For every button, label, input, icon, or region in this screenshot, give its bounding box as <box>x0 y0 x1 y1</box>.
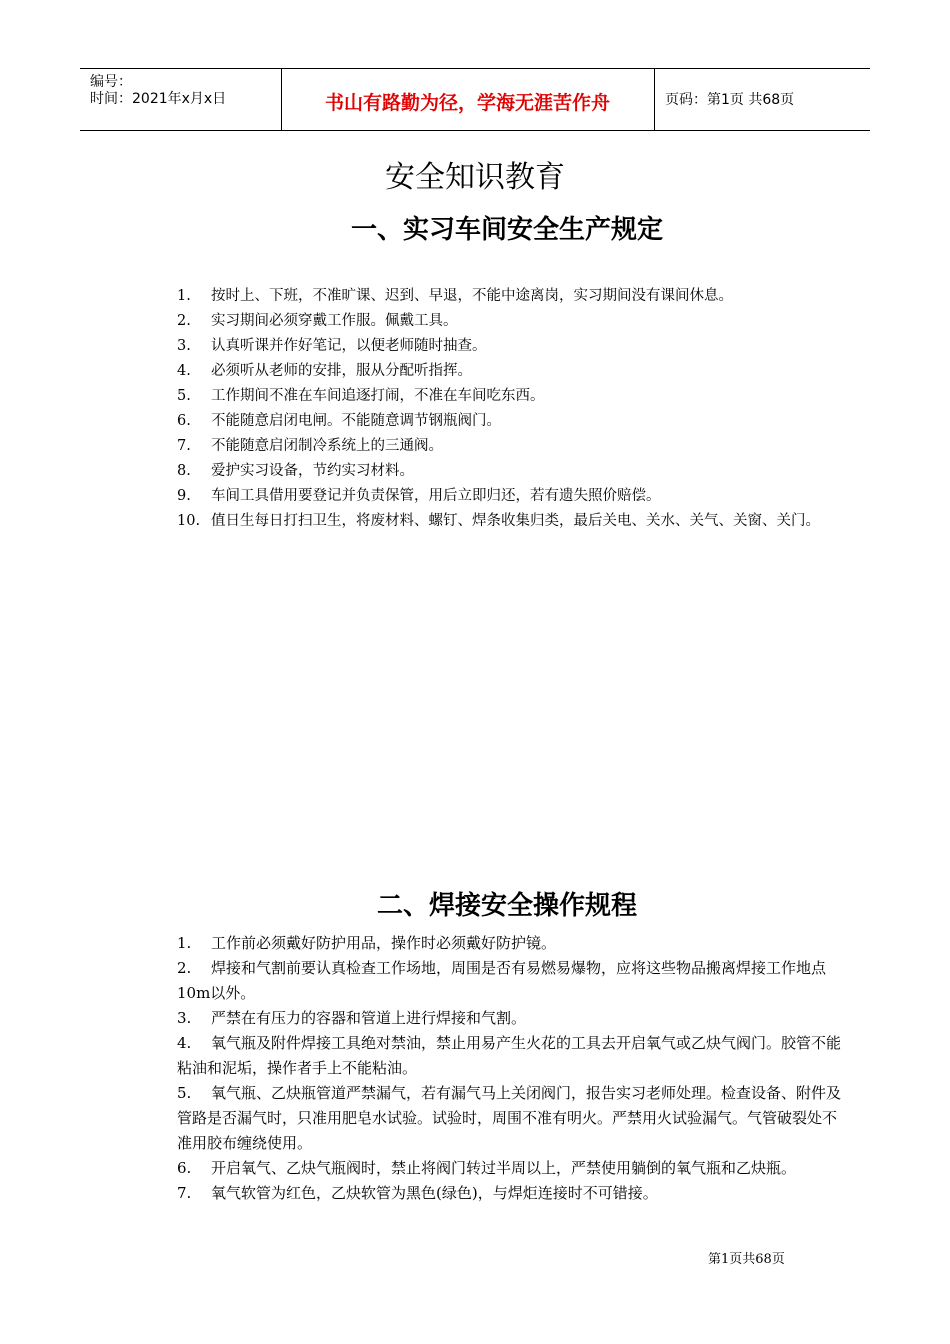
item-number: 2. <box>177 313 191 329</box>
list-item <box>177 384 849 409</box>
list-item <box>177 434 849 459</box>
item-text: 氧气瓶、乙炔瓶管道严禁漏气，若有漏气马上关闭阀门，报告实习老师处理。检查设备、附件及管路是否漏气时，只准用肥皂水试验。试验时，周围不准有明火。严禁用火试验漏气。气管破裂处不准用胶布缠绕使用。 <box>177 1084 842 1152</box>
item-text: 实习期间必须穿戴工作服。佩戴工具。 <box>211 313 458 329</box>
list-item <box>177 1006 849 1031</box>
list-item <box>177 1081 849 1156</box>
item-text: 按时上、下班，不准旷课、迟到、早退，不能中途离岗，实习期间没有课间休息。 <box>211 288 733 304</box>
item-number: 10. <box>177 513 201 529</box>
item-text: 严禁在有压力的容器和管道上进行焊接和气割。 <box>211 1009 527 1027</box>
list-item <box>177 1156 849 1181</box>
document-title: 安全知识教育 <box>385 160 565 195</box>
item-number: 7. <box>177 438 191 454</box>
item-text: 开启氧气、乙炔气瓶阀时，禁止将阀门转过半周以上，严禁使用躺倒的氧气瓶和乙炔瓶。 <box>211 1159 797 1177</box>
page-footer: 第1页共68页 <box>708 1252 785 1267</box>
item-number: 6. <box>177 413 191 429</box>
list-item <box>177 1181 849 1206</box>
list-item <box>177 359 849 384</box>
header-page-cell <box>655 69 870 130</box>
item-text: 氧气软管为红色，乙炔软管为黑色(绿色)，与焊炬连接时不可错接。 <box>211 1184 658 1202</box>
item-text: 工作前必须戴好防护用品，操作时必须戴好防护镜。 <box>211 934 557 952</box>
list-item <box>177 509 849 534</box>
item-text: 焊接和气割前要认真检查工作场地，周围是否有易燃易爆物，应将这些物品搬离焊接工作地点10m以外。 <box>177 959 827 1002</box>
item-number: 4. <box>177 1034 192 1052</box>
item-number: 5. <box>177 1084 192 1102</box>
header-motto-cell <box>281 69 655 130</box>
item-text: 氧气瓶及附件焊接工具绝对禁油，禁止用易产生火花的工具去开启氧气或乙炔气阀门。胶管不能粘油和泥垢，操作者手上不能粘油。 <box>177 1034 842 1077</box>
list-item <box>177 309 849 334</box>
header-motto: 书山有路勤为径，学海无涯苦作舟 <box>324 92 610 114</box>
item-text: 不能随意启闭制冷系统上的三通阀。 <box>211 438 443 454</box>
header-info-cell <box>80 69 282 130</box>
item-number: 3. <box>177 338 191 354</box>
page-header <box>80 68 870 131</box>
item-number: 5. <box>177 388 191 404</box>
list-item <box>177 334 849 359</box>
list-item <box>177 1031 849 1081</box>
item-number: 4. <box>177 363 191 379</box>
section1-heading: 一、实习车间安全生产规定 <box>350 215 663 245</box>
item-text: 认真听课并作好笔记，以便老师随时抽查。 <box>211 338 487 354</box>
item-number: 3. <box>177 1009 192 1027</box>
list-item <box>177 284 849 309</box>
item-number: 1. <box>177 288 191 304</box>
list-item <box>177 409 849 434</box>
item-number: 8. <box>177 463 191 479</box>
number-label: 编号： <box>90 74 132 90</box>
item-text: 值日生每日打扫卫生，将废材料、螺钉、焊条收集归类，最后关电、关水、关气、关窗、关门。 <box>211 513 820 529</box>
item-text: 爱护实习设备，节约实习材料。 <box>211 463 414 479</box>
list-item <box>177 459 849 484</box>
item-number: 1. <box>177 934 192 952</box>
list-item <box>177 931 849 956</box>
item-number: 2. <box>177 959 192 977</box>
section2-heading: 二、焊接安全操作规程 <box>376 891 637 921</box>
item-number: 6. <box>177 1159 192 1177</box>
time-label: 时间：2021年x月x日 <box>90 91 227 107</box>
item-number: 9. <box>177 488 191 504</box>
item-text: 必须听从老师的安排，服从分配听指挥。 <box>211 363 472 379</box>
item-text: 工作期间不准在车间追逐打闹，不准在车间吃东西。 <box>211 388 545 404</box>
list-item <box>177 956 849 1006</box>
header-page-label: 页码：第1页 共68页 <box>665 92 795 108</box>
item-text: 不能随意启闭电闸。不能随意调节钢瓶阀门。 <box>211 413 501 429</box>
item-number: 7. <box>177 1184 192 1202</box>
item-text: 车间工具借用要登记并负责保管，用后立即归还，若有遗失照价赔偿。 <box>211 488 661 504</box>
section1-list <box>177 284 849 534</box>
section2-list <box>177 931 849 1206</box>
list-item <box>177 484 849 509</box>
